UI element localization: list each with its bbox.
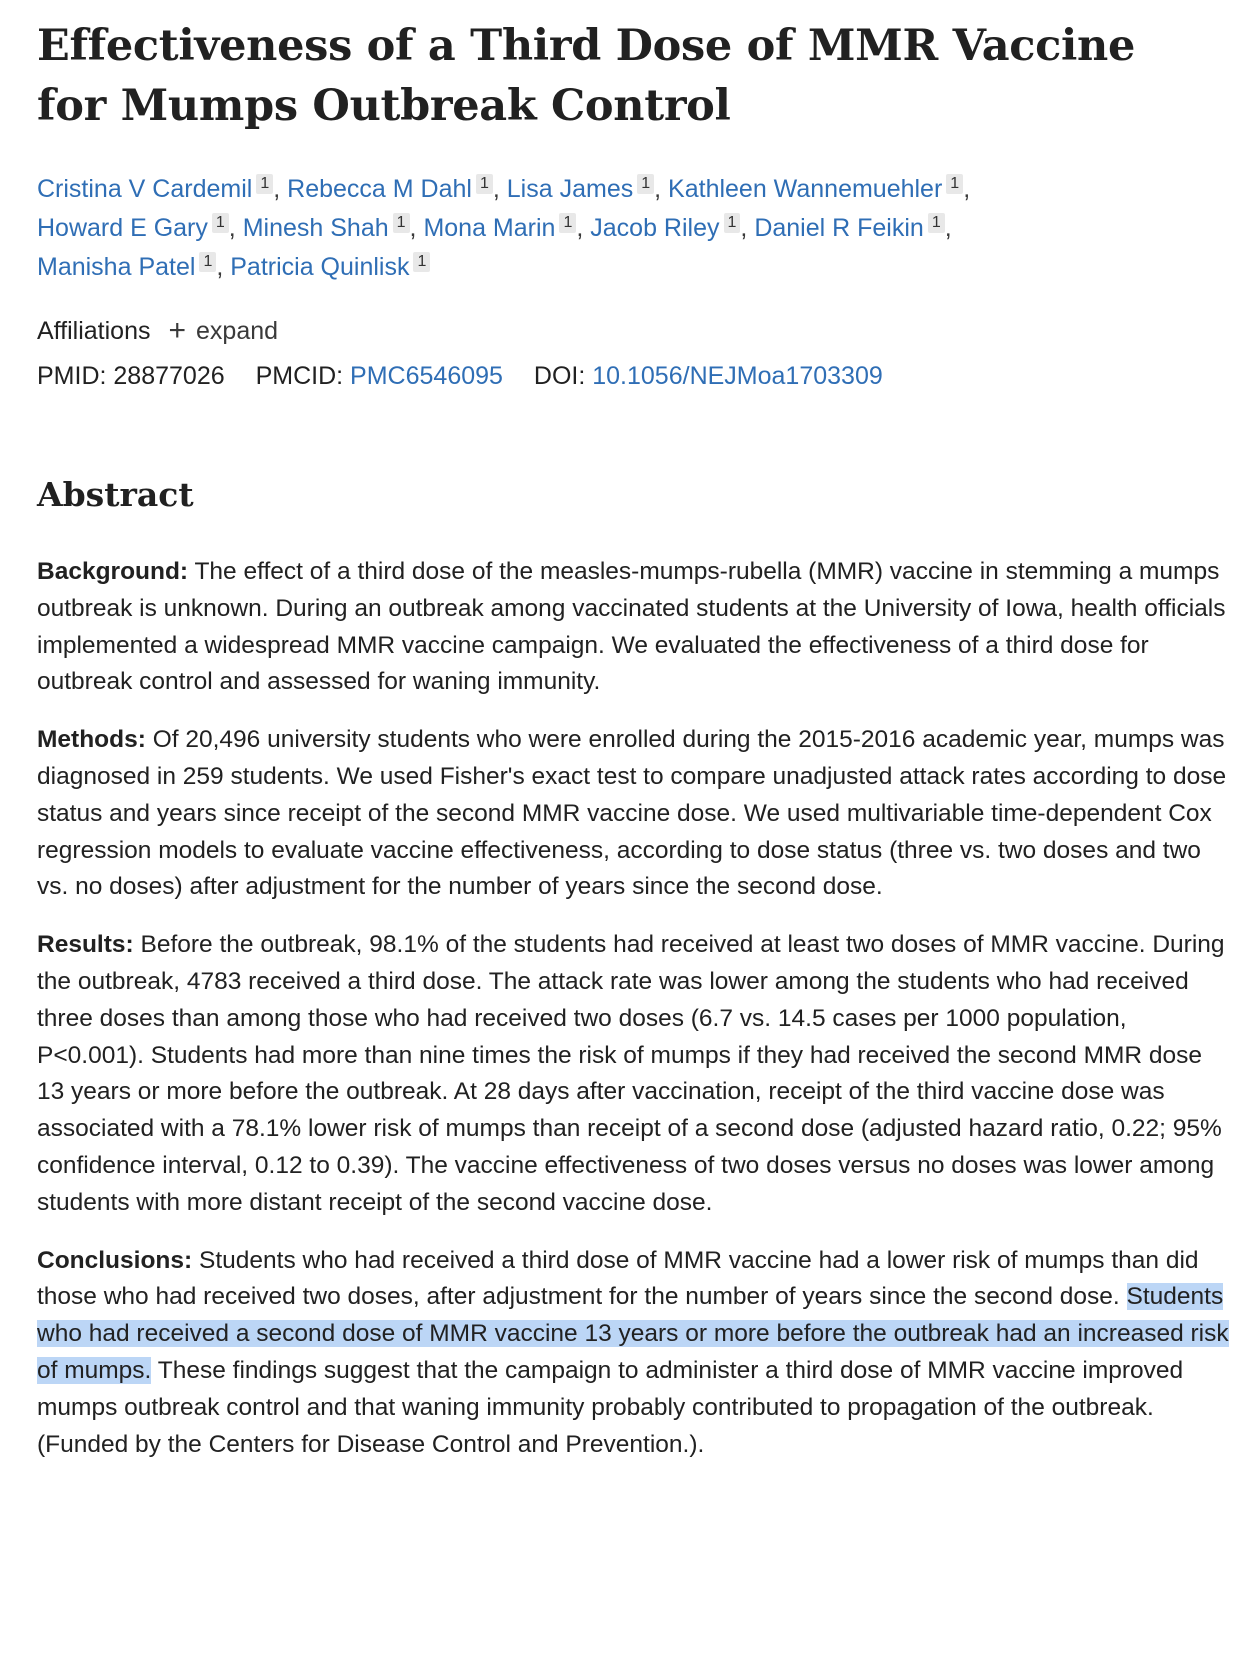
author-link[interactable]: Lisa James [506, 175, 634, 203]
affiliations-label: Affiliations [37, 317, 151, 345]
affiliations-row [37, 311, 1227, 351]
identifiers-row [37, 356, 1227, 396]
doi-link[interactable]: 10.1056/NEJMoa1703309 [592, 362, 883, 390]
methods-label: Methods: [37, 726, 146, 754]
article-title: Effectiveness of a Third Dose of MMR Vaccine for Mumps Outbreak Control [37, 21, 1136, 131]
author-link[interactable]: Jacob Riley [590, 214, 720, 242]
author-link[interactable]: Rebecca M Dahl [287, 175, 472, 203]
affiliation-marker[interactable]: 1 [559, 213, 576, 233]
author-line: Cristina V Cardemil 1 , Rebecca M Dahl 1 , Lisa James 1 , Kathleen Wannemuehler 1 , [37, 175, 971, 203]
abstract-heading: Abstract [37, 475, 194, 514]
abstract-conclusions [37, 1243, 1232, 1464]
author-link[interactable]: Cristina V Cardemil [37, 175, 253, 203]
highlighted-text-selection[interactable]: Students who had received a second dose of MMR vaccine 13 years or more before the outbreak had an increased risk of mumps. [37, 1283, 1229, 1384]
methods-text: Of 20,496 university students who were enrolled during the 2015-2016 academic year, mumps was diagnosed in 259 students. We used Fisher's exact test to compare unadjusted attack rates according to dose status and years since receipt of the second MMR vaccine dose. We used multivariable time-dependent Cox regression models to evaluate vaccine effectiveness, according to dose status (three vs. two doses and two vs. no doses) after adjustment for the number of years since the second dose. [37, 726, 1227, 901]
conclusions-text: Students who had received a third dose of MMR vaccine had a lower risk of mumps than did those who had received two doses, after adjustment for the number of years since the second dose. [37, 1246, 1199, 1311]
author-link[interactable]: Patricia Quinlisk [230, 253, 410, 281]
expand-affiliations-button[interactable] [169, 311, 279, 351]
conclusions-label: Conclusions: [37, 1246, 193, 1274]
affiliation-marker[interactable]: 1 [413, 252, 430, 272]
plus-icon: + [168, 314, 187, 347]
conclusions-text-after: These findings suggest that the campaign to administer a third dose of MMR vaccine improved mumps outbreak control and that waning immunity probably contributed to propagation of the outbreak. (Funded by the Centers for Disease Control and Prevention.). [37, 1356, 1184, 1458]
affiliation-marker[interactable]: 1 [256, 174, 273, 194]
article-page [37, 0, 1227, 1463]
pmid-value: 28877026 [113, 362, 225, 390]
affiliation-marker[interactable]: 1 [199, 252, 216, 272]
abstract-results [37, 927, 1232, 1221]
pmcid-label: PMCID: [255, 362, 344, 390]
author-link[interactable]: Manisha Patel [37, 253, 196, 281]
author-link[interactable]: Daniel R Feikin [754, 214, 924, 242]
author-line: Howard E Gary 1 , Minesh Shah 1 , Mona Marin 1 , Jacob Riley 1 , Daniel R Feikin 1 , [37, 214, 952, 242]
affiliation-marker[interactable]: 1 [946, 174, 963, 194]
affiliation-marker[interactable]: 1 [212, 213, 229, 233]
affiliation-marker[interactable]: 1 [637, 174, 654, 194]
results-label: Results: [37, 931, 134, 959]
author-link[interactable]: Mona Marin [423, 214, 556, 242]
affiliation-marker[interactable]: 1 [476, 174, 493, 194]
pmid-label: PMID: [37, 362, 107, 390]
background-label: Background: [37, 558, 189, 585]
author-link[interactable]: Kathleen Wannemuehler [668, 175, 943, 203]
abstract-background [37, 554, 1232, 701]
affiliation-marker[interactable]: 1 [928, 213, 945, 233]
author-link[interactable]: Howard E Gary [37, 214, 208, 242]
doi-label: DOI: [533, 362, 586, 390]
author-line: Manisha Patel 1 , Patricia Quinlisk 1 [37, 248, 1207, 287]
abstract-methods [37, 722, 1232, 906]
author-link[interactable]: Minesh Shah [242, 214, 389, 242]
pmcid-link[interactable]: PMC6546095 [350, 362, 503, 390]
affiliation-marker[interactable]: 1 [393, 213, 410, 233]
author-list [37, 170, 1207, 287]
results-text: Before the outbreak, 98.1% of the students had received at least two doses of MMR vaccine. During the outbreak, 4783 received a third dose. The attack rate was lower among the students who had received three doses than among those who had received two doses (6.7 vs. 14.5 cases per 1000 population, P<0.001). Students had more than nine times the risk of mumps if they had received the second MMR dose 13 years or more before the outbreak. At 28 days after vaccination, receipt of the third vaccine dose was associated with a 78.1% lower risk of mumps than receipt of a second dose (adjusted hazard ratio, 0.22; 95% confidence interval, 0.12 to 0.39). The vaccine effectiveness of two doses versus no doses was lower among students with more distant receipt of the second vaccine dose. [37, 931, 1225, 1216]
expand-label: expand [196, 317, 279, 345]
affiliation-marker[interactable]: 1 [724, 213, 741, 233]
background-text: The effect of a third dose of the measles-mumps-rubella (MMR) vaccine in stemming a mumps outbreak is unknown. During an outbreak among vaccinated students at the University of Iowa, health officials implemented a widespread MMR vaccine campaign. We evaluated the effectiveness of a third dose for outbreak control and assessed for waning immunity. [37, 558, 1226, 696]
